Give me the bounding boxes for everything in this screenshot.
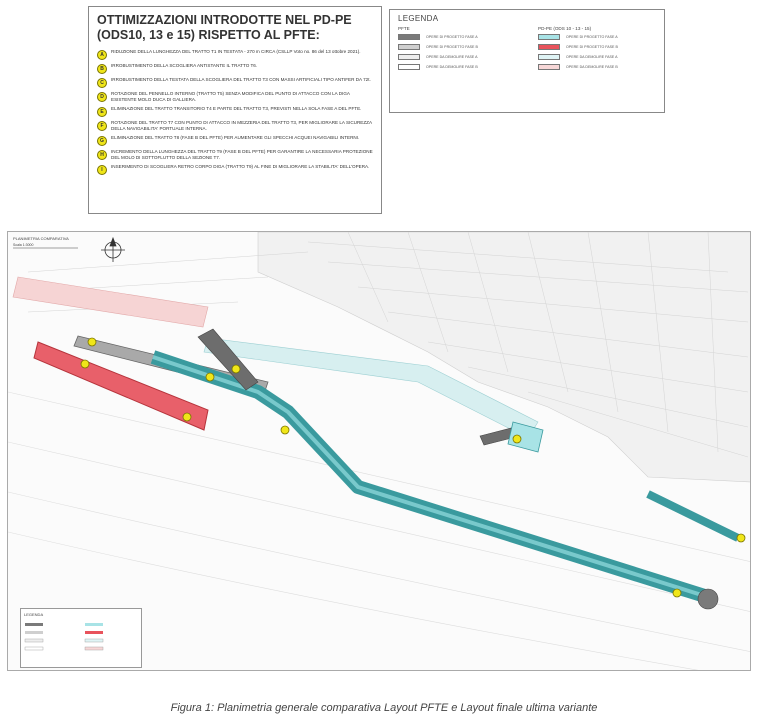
legend-swatch — [538, 34, 560, 40]
optimization-item — [97, 120, 373, 132]
legend-swatch — [398, 64, 420, 70]
optimization-text: RIDUZIONE DELLA LUNGHEZZA DEL TRATTO T1 IN TESTATA - 270 m CIRCA (CSLLP Voto no. 86 del 13 ottobre 2021). — [111, 49, 361, 54]
optimization-item — [97, 91, 373, 103]
optimization-key-badge: B — [97, 64, 107, 74]
legend-item-label: OPERE DI PROGETTO FASE A — [566, 35, 618, 39]
optimizations-list — [97, 49, 373, 175]
optimization-key-badge: F — [97, 121, 107, 131]
figure-caption: Figura 1: Planimetria generale comparativa Layout PFTE e Layout finale ultima variante — [170, 702, 598, 714]
optimization-item — [97, 164, 373, 175]
optimization-key-badge: C — [97, 78, 107, 88]
optimization-item — [97, 106, 373, 117]
legend-item — [398, 44, 516, 50]
legend-swatch — [538, 54, 560, 60]
optimization-item — [97, 49, 373, 60]
legend-item — [398, 54, 516, 60]
map-mini-legend — [20, 608, 142, 668]
optimizations-title: OTTIMIZZAZIONI INTRODOTTE NEL PD-PE (ODS10, 13 e 15) RISPETTO AL PFTE: — [97, 13, 352, 42]
optimization-text: IRROBUSTIMENTO DELLA SCOGLIERA ANTISTANTE IL TRATTO T6. — [111, 63, 258, 68]
legend-swatch — [538, 44, 560, 50]
legend-swatch — [398, 54, 420, 60]
optimization-text: ELIMINAZIONE DEL TRATTO TRANSITORIO T4 E PARTE DEL TRATTO T3, PREVISTI NELLA SOLA FASE A DEL PFTE. — [111, 106, 362, 111]
optimization-key-badge: I — [97, 165, 107, 175]
legend-item-label: OPERE DA DEMOLIRE FASE A — [426, 55, 478, 59]
legend-item-label: OPERE DA DEMOLIRE FASE B — [426, 65, 478, 69]
legend-col2-title: PD-PE (ODS 10 - 13 - 15) — [538, 26, 592, 31]
legend-col-pfte — [398, 26, 516, 74]
plan-map-drawing — [8, 232, 751, 671]
legend-panel — [389, 9, 665, 113]
optimization-item — [97, 149, 373, 161]
legend-item — [538, 44, 656, 50]
legend-col1-items — [398, 34, 516, 70]
optimization-text: ROTAZIONE DEL TRATTO T7 CON PUNTO DI ATTACCO IN MEZZERIA DEL TRATTO T3, PER MIGLIORARE LA SICUREZZA DELLA NAVIGABILITA' PORTUALE INTERNA. — [111, 120, 372, 131]
optimization-text: IRROBUSTIMENTO DELLA TESTATA DELLA SCOGLIERA DEL TRATTO T3 CON MASSI ARTIFICIALI TIPO ANTIFER DA 72t. — [111, 77, 371, 82]
map-label: PLANIMETRIA COMPARATIVA — [13, 236, 69, 241]
legend-item — [398, 64, 516, 70]
breakwater-head — [698, 589, 718, 609]
optimization-item — [97, 63, 373, 74]
optimization-item — [97, 77, 373, 88]
map-scale: Scala 1:3000 — [13, 243, 34, 247]
legend-swatch — [398, 34, 420, 40]
optimization-text: ELIMINAZIONE DEL TRATTO T8 (FASE B DEL PFTE) PER AUMENTARE GLI SPECCHI ACQUEI NAVIGABILI INTERNI. — [111, 135, 360, 140]
legend-title: LEGENDA — [398, 14, 439, 23]
optimization-text: INSERIMENTO DI SCOGLIERA RETRO CORPO DIGA (TRATTO T9) AL FINE DI MIGLIORARE LA STABILITA' DELL'OPERA. — [111, 164, 370, 169]
plan-map — [7, 231, 751, 671]
legend-item-label: OPERE DA DEMOLIRE FASE A — [566, 55, 618, 59]
legend-item — [398, 34, 516, 40]
legend-col1-title: PFTE — [398, 26, 410, 31]
optimization-key-badge: A — [97, 50, 107, 60]
legend-col2-items — [538, 34, 656, 70]
legend-item-label: OPERE DA DEMOLIRE FASE B — [566, 65, 618, 69]
mini-legend-swatches — [21, 617, 141, 661]
optimization-text: ROTAZIONE DEL PENNELLO INTERNO (TRATTO T5) SENZA MODIFICA DEL PUNTO DI ATTACCO CON LA DIGA ESISTENTE MOLO DUCA DI GALLIERA. — [111, 91, 350, 102]
legend-swatch — [538, 64, 560, 70]
legend-item — [538, 54, 656, 60]
legend-swatch — [398, 44, 420, 50]
mini-legend-title: LEGENDA — [24, 612, 44, 617]
optimization-text: INCREMENTO DELLA LUNGHEZZA DEL TRATTO T9 (FASE B DEL PFTE) PER GARANTIRE LA NECESSARIA PROTEZIONE DEL MOLO DI SOTTOFLUTTO DELLA SEZIONE T7. — [111, 149, 373, 160]
legend-item — [538, 34, 656, 40]
legend-item-label: OPERE DI PROGETTO FASE A — [426, 35, 478, 39]
legend-item-label: OPERE DI PROGETTO FASE B — [566, 45, 618, 49]
optimization-key-badge: E — [97, 107, 107, 117]
optimizations-panel — [88, 6, 382, 214]
optimization-key-badge: H — [97, 150, 107, 160]
legend-item-label: OPERE DI PROGETTO FASE B — [426, 45, 478, 49]
legend-col-pdpe — [538, 26, 656, 74]
optimization-key-badge: D — [97, 92, 107, 102]
optimization-key-badge: G — [97, 136, 107, 146]
optimization-item — [97, 135, 373, 146]
legend-item — [538, 64, 656, 70]
